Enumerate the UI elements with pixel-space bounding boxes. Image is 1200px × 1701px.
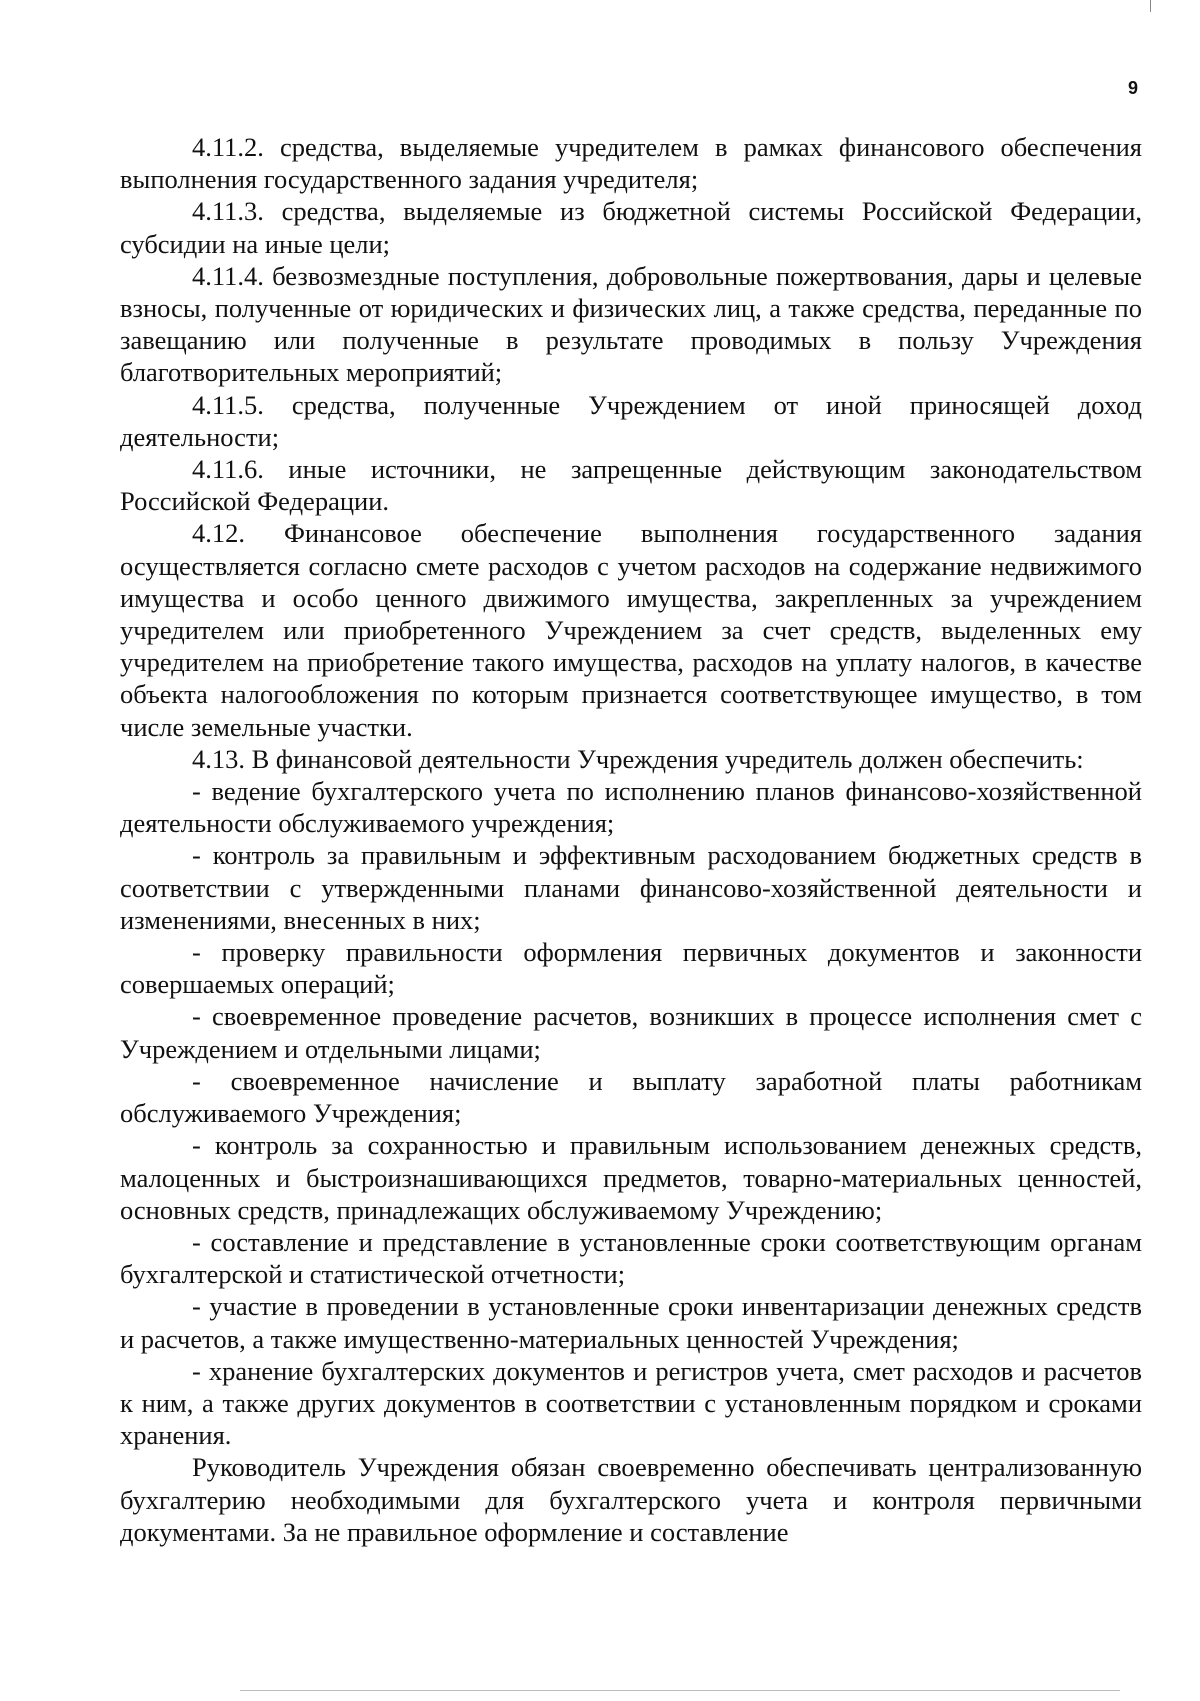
list-item-reporting: - составление и представление в установленные сроки соответствующим органам бухгалтерской и статистической отчетности; [120,1226,1142,1290]
paragraph-4-11-3: 4.11.3. средства, выделяемые из бюджетной системы Российской Федерации, субсидии на иные цели; [120,196,1142,259]
paragraph-4-13: 4.13. В финансовой деятельности Учреждения учредитель должен обеспечить: [192,743,1084,774]
paragraph-4-11-2: 4.11.2. средства, выделяемые учредителем в рамках финансового обеспечения выполнения государственного задания учредителя; [120,132,1142,195]
list-item-document-check: - проверку правильности оформления первичных документов и законности совершаемых операций; [120,937,1142,1000]
list-item-asset-control: - контроль за сохранностью и правильным использованием денежных средств, малоценных и быстроизнашивающихся предметов, товарно-материальных ценностей, основных средств, принадлежащих обслуживаемому Учреждению; [120,1130,1142,1225]
paragraph-head-duties: Руководитель Учреждения обязан своевременно обеспечивать централизованную бухгалтерию необходимыми для бухгалтерского учета и контроля первичными документами. За не правильное оформление и составление [120,1452,1142,1547]
document-body [120,131,1142,1548]
scan-bottom-line [240,1690,1120,1691]
paragraph-4-11-5: 4.11.5. средства, полученные Учреждением от иной приносящей доход деятельности; [120,389,1142,452]
scan-edge-mark [1150,0,1151,12]
paragraph-4-12: 4.12. Финансовое обеспечение выполнения государственного задания осуществляется согласно смете расходов с учетом расходов на содержание недвижимого имущества и особо ценного движимого имущества, закрепленных за учреждением учредителем или приобретенного Учреждением за счет средств, выделенных ему учредителем на приобретение такого имущества, расходов на уплату налогов, в качестве объекта налогообложения по которым признается соответствующее имущество, в том числе земельные участки. [120,518,1142,742]
list-item-accounting: - ведение бухгалтерского учета по исполнению планов финансово-хозяйственной деятельности обслуживаемого учреждения; [120,776,1142,839]
list-item-settlements: - своевременное проведение расчетов, возникших в процессе исполнения смет с Учреждением и отдельными лицами; [120,1001,1142,1064]
paragraph-4-11-6: 4.11.6. иные источники, не запрещенные действующим законодательством Российской Федерации. [120,454,1142,517]
list-item-inventory: - участие в проведении в установленные сроки инвентаризации денежных средств и расчетов, а также имущественно-материальных ценностей Учреждения; [120,1291,1142,1354]
list-item-budget-control: - контроль за правильным и эффективным расходованием бюджетных средств в соответствии с утвержденными планами финансово-хозяйственной деятельности и изменениями, внесенных в них; [120,840,1142,935]
page-number: 9 [1128,78,1139,98]
paragraph-4-11-4: 4.11.4. безвозмездные поступления, добровольные пожертвования, дары и целевые взносы, полученные от юридических и физических лиц, а также средства, переданные по завещанию или полученные в результате проводимых в пользу Учреждения благотворительных мероприятий; [120,260,1142,388]
list-item-storage: - хранение бухгалтерских документов и регистров учета, смет расходов и расчетов к ним, а также других документов в соответствии с установленным порядком и сроками хранения. [120,1355,1142,1451]
list-item-salary: - своевременное начисление и выплату заработной платы работникам обслуживаемого Учреждения; [120,1065,1142,1129]
